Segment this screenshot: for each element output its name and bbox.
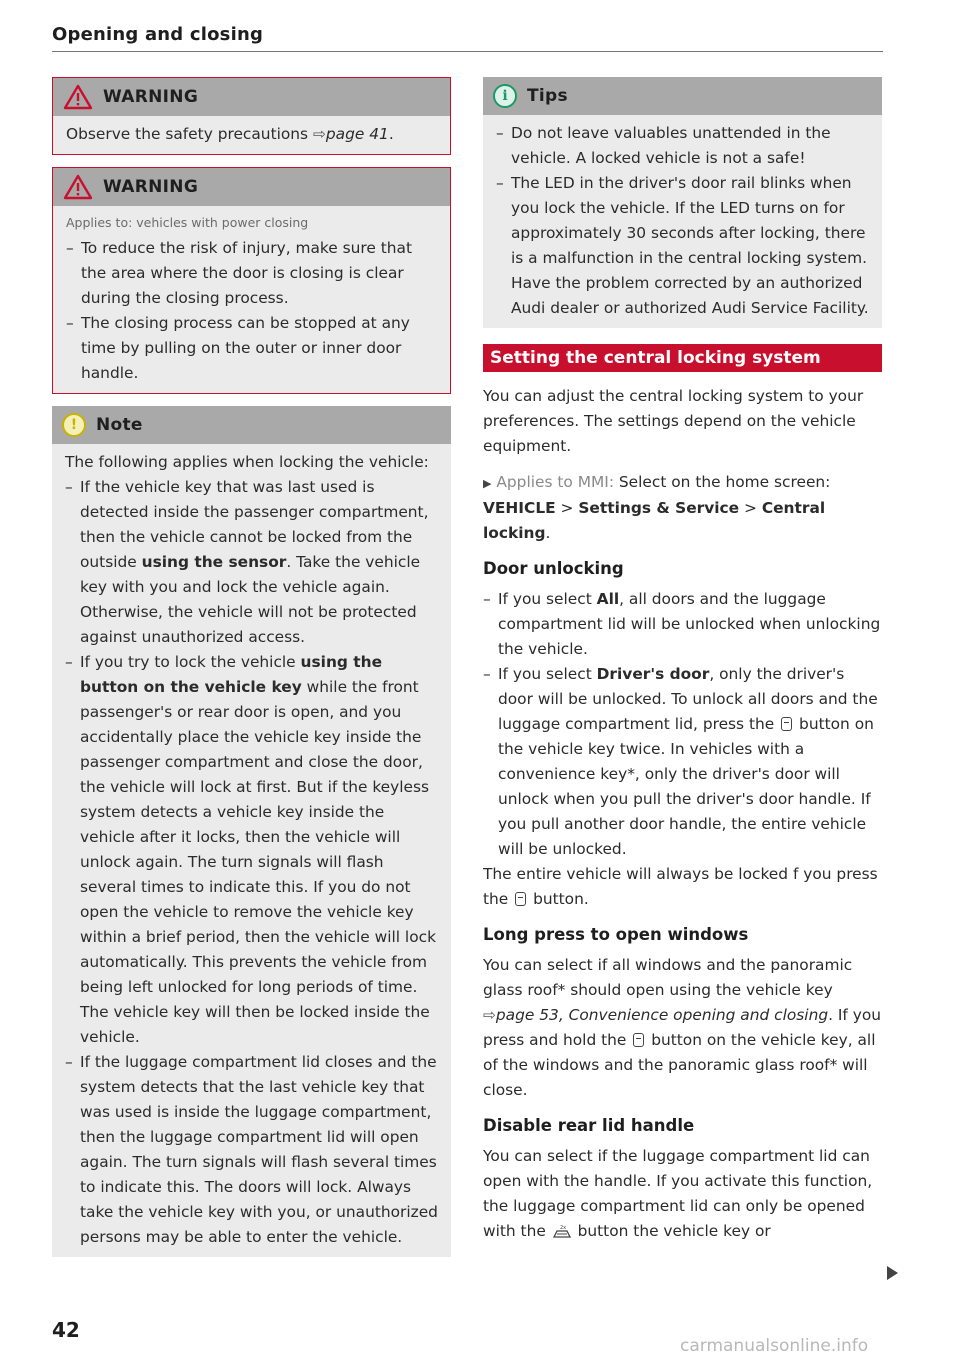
warning-title: WARNING	[103, 87, 199, 107]
warning-text	[66, 122, 437, 147]
bullet-triangle-icon: ▶	[483, 477, 492, 490]
page-ref-link[interactable]: page 41	[325, 125, 389, 143]
tips-box	[483, 77, 882, 328]
long-press-text: You can select if all windows and the panoramic glass roof* should open using the vehicle key	[483, 956, 853, 999]
list-item: – The LED in the driver's door rail blinks when you lock the vehicle. If the LED turns on for approximately 30 seconds after locking, there is a malfunction in the central locking system. Have the problem corrected by an authorized Audi dealer or authorized Audi Service Facility.	[496, 171, 869, 321]
warning-text-end: .	[388, 125, 394, 143]
list-text: If you select	[498, 590, 597, 608]
tips-title: Tips	[527, 86, 568, 106]
menu-path-central-locking: Central locking	[483, 499, 826, 542]
list-bold: All	[596, 590, 620, 608]
lock-all-text: button.	[533, 890, 589, 908]
long-press-text: button on the vehicle key, all of the windows and the panoramic glass roof* will close.	[483, 1031, 876, 1099]
header-rule	[52, 51, 883, 52]
note-intro: The following applies when locking the vehicle:	[65, 453, 429, 471]
warning-triangle-icon	[63, 174, 93, 200]
trunk-badge-text: 2x	[559, 1225, 566, 1231]
warning-text-main: Observe the safety precautions	[66, 125, 309, 143]
watermark: carmanualsonline.info	[680, 1336, 869, 1356]
lock-key-button-icon	[515, 892, 526, 906]
note-title: Note	[96, 415, 143, 435]
warning-box-body	[53, 116, 450, 154]
note-item-text: If you try to lock the vehicle	[80, 653, 301, 671]
page-header-title: Opening and closing	[52, 24, 264, 45]
unlock-key-button-icon	[781, 717, 792, 731]
warning-box-body	[53, 206, 450, 393]
lock-all-note	[483, 862, 882, 912]
trunk-button-icon	[553, 1224, 571, 1238]
tips-list	[496, 121, 869, 321]
page-ref-link[interactable]: page 53, Convenience opening and closing	[495, 1006, 829, 1024]
note-item-text: . Take the vehicle key with you and lock the vehicle again. Otherwise, the vehicle will not be protected against unauthorized access.	[80, 553, 421, 646]
list-text: If you select	[498, 665, 597, 683]
section-title-bar: Setting the central locking system	[483, 344, 882, 372]
note-box	[52, 406, 451, 1257]
heading-disable-rear-lid: Disable rear lid handle	[483, 1116, 695, 1135]
applies-to-note: Applies to: vehicles with power closing	[66, 215, 309, 230]
page-ref-arrow-icon: ⇨	[483, 1006, 496, 1024]
list-item	[483, 662, 882, 862]
mmi-applies: Applies to MMI:	[496, 473, 614, 491]
rear-lid-text: You can select if the luggage compartment lid can open with the handle. If you activate this function, the luggage compartment lid can only be opened with the	[483, 1147, 873, 1240]
list-item	[483, 587, 882, 662]
section-intro: You can adjust the central locking system to your preferences. The settings depend on the vehicle equipment.	[483, 387, 864, 455]
long-press-paragraph	[483, 953, 882, 1103]
door-unlocking-list	[483, 587, 882, 862]
note-list	[65, 475, 438, 1250]
heading-long-press: Long press to open windows	[483, 925, 749, 944]
list-text: , all doors and the luggage compartment lid will be unlocked when unlocking the vehicle.	[498, 590, 881, 658]
list-bold: Driver's door	[596, 665, 710, 683]
note-item-text: while the front passenger's or rear door is open, and you accidentally place the vehicle key inside the passenger compartment and close the door, the vehicle will lock at first. But if the keyless system detects a vehicle key inside the vehicle after it locks, then the vehicle will unlock again. The turn signals will flash several times to indicate this. If you do not open the vehicle to remove the vehicle key within a brief period, then the vehicle will lock automatically. This prevents the vehicle from being left unlocked for long periods of time. The vehicle key will then be locked inside the vehicle.	[80, 678, 436, 1046]
info-circle-icon: i	[493, 84, 517, 108]
mmi-text: Select on the home screen:	[614, 473, 831, 491]
list-item	[65, 475, 438, 650]
list-text: , only the driver's door will be unlocked. To unlock all doors and the luggage compartment lid, press the	[498, 665, 878, 733]
note-item-text: If the vehicle key that was last used is detected inside the passenger compartment, then the vehicle cannot be locked from the outside	[80, 478, 429, 571]
note-item-bold: using the sensor	[141, 553, 287, 571]
note-box-body	[52, 444, 451, 1257]
rear-lid-paragraph	[483, 1144, 882, 1244]
rear-lid-text: button the vehicle key or	[577, 1222, 771, 1240]
menu-path-vehicle: VEHICLE	[483, 499, 556, 517]
note-item-bold: using the button on the vehicle key	[80, 653, 383, 696]
warning-title: WARNING	[103, 177, 199, 197]
warning-box-header	[53, 168, 450, 206]
menu-path-separator: >	[739, 499, 762, 517]
warning-box-header	[53, 78, 450, 116]
list-item	[65, 650, 438, 1050]
warning-list	[66, 236, 437, 386]
warning-triangle-icon	[63, 84, 93, 110]
menu-path-settings: Settings & Service	[578, 499, 740, 517]
tips-box-body	[483, 115, 882, 328]
heading-door-unlocking: Door unlocking	[483, 559, 624, 578]
list-text: button on the vehicle key twice. In vehicles with a convenience key*, only the driver's door will unlock when you pull the driver's door handle. If you pull another door handle, the entire vehicle will be unlocked.	[498, 715, 874, 858]
lock-key-button-icon	[633, 1033, 644, 1047]
warning-box-power-closing	[52, 167, 451, 394]
mmi-end: .	[545, 524, 551, 542]
warning-box-safety	[52, 77, 451, 155]
note-box-header	[52, 406, 451, 444]
list-item: – If the luggage compartment lid closes and the system detects that the last vehicle key that was used is inside the luggage compartment, then the luggage compartment lid will open again. The turn signals will flash several times to indicate this. The doors will lock. Always take the vehicle key with you, or unauthorized persons may be able to enter the vehicle.	[65, 1050, 438, 1250]
page-ref-arrow-icon: ⇨	[312, 125, 326, 143]
right-column	[483, 77, 882, 1255]
page-number: 42	[52, 1318, 80, 1342]
mmi-instruction	[483, 470, 882, 546]
list-item: – The closing process can be stopped at any time by pulling on the outer or inner door handle.	[66, 311, 437, 386]
lock-all-text: The entire vehicle will always be locked f you press the	[483, 865, 878, 908]
exclamation-circle-icon: !	[62, 413, 86, 437]
long-press-text: . If you press and hold the	[483, 1006, 882, 1049]
menu-path-separator: >	[555, 499, 579, 517]
left-column	[52, 77, 451, 1269]
list-item: – Do not leave valuables unattended in the vehicle. A locked vehicle is not a safe!	[496, 121, 869, 171]
continue-arrow-icon	[887, 1266, 898, 1280]
tips-box-header	[483, 77, 882, 115]
list-item: – To reduce the risk of injury, make sure that the area where the door is closing is clear during the closing process.	[66, 236, 437, 311]
